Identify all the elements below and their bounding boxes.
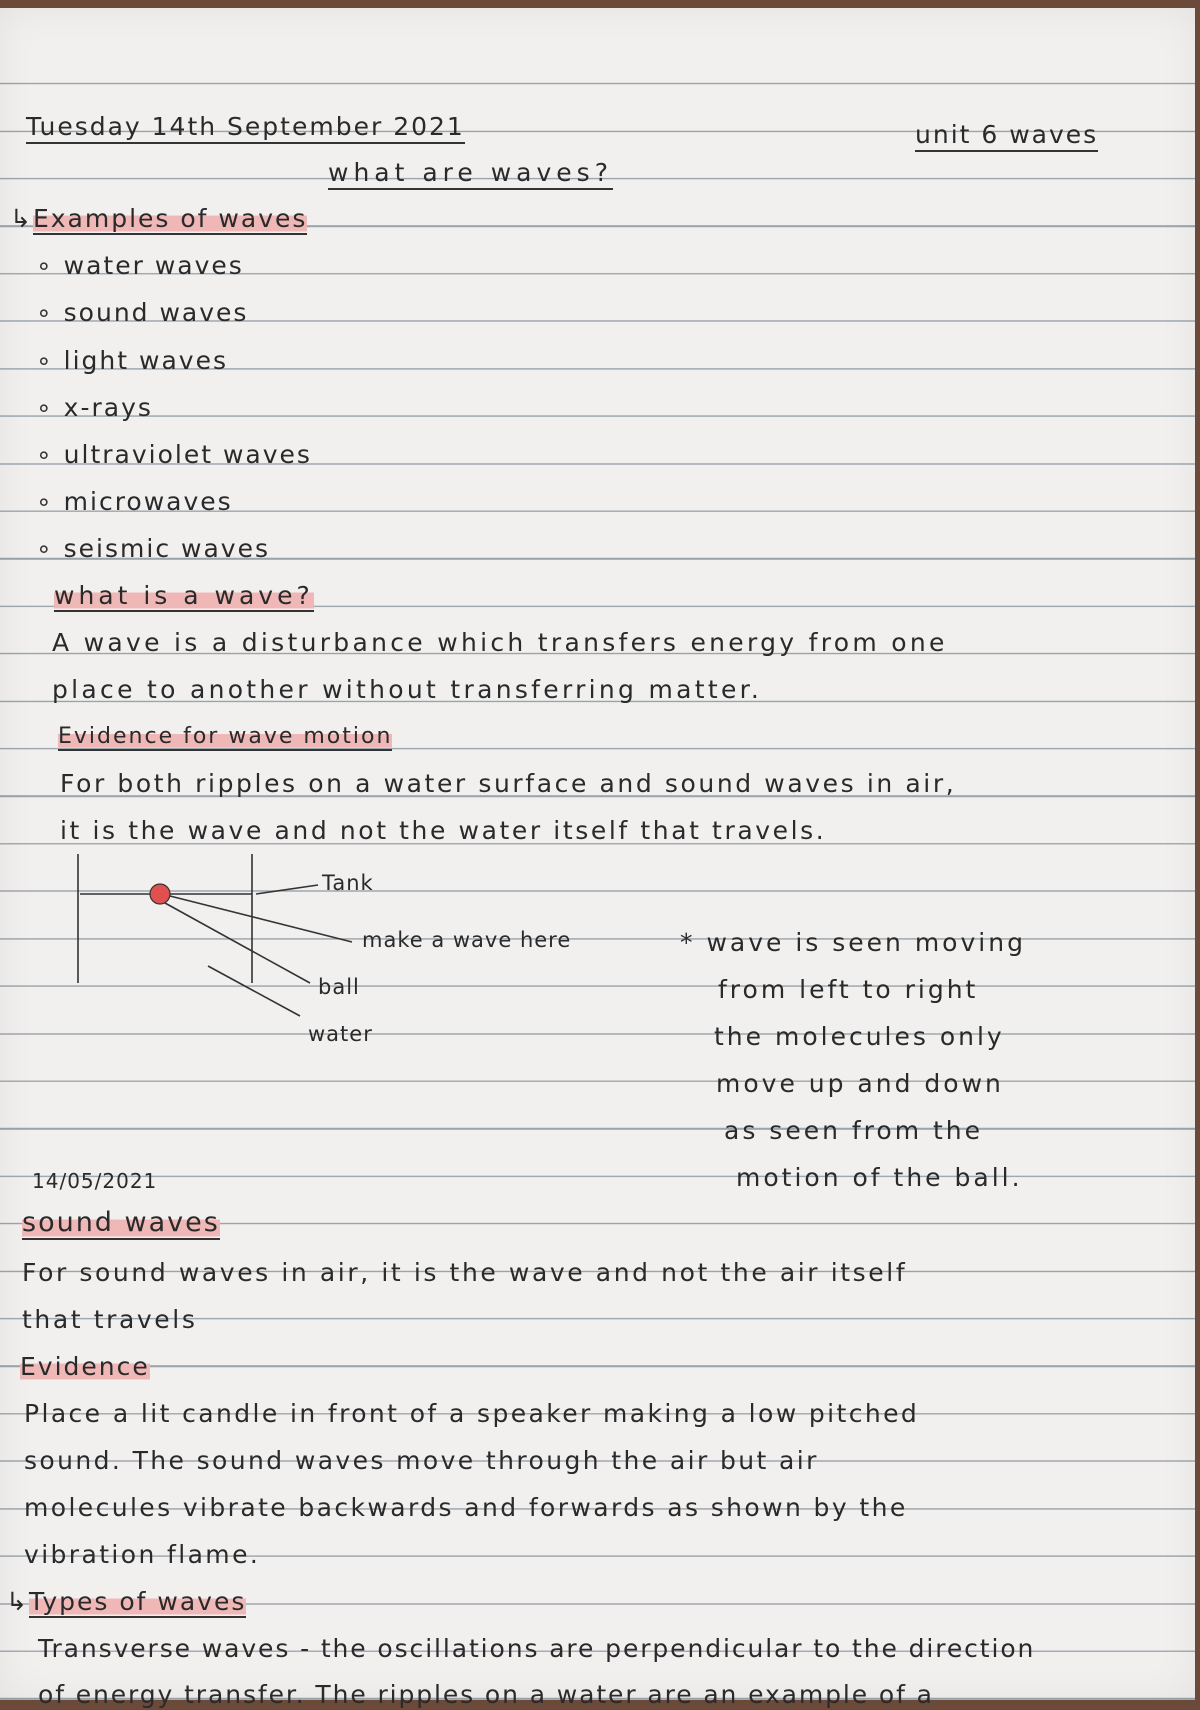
list-item-text: water waves (63, 251, 244, 280)
list-item-text: light waves (63, 346, 228, 375)
types-line: Transverse waves - the oscillations are perpendicular to the direction (38, 1634, 1036, 1663)
page-date: Tuesday 14th September 2021 (26, 112, 465, 144)
list-item-text: microwaves (63, 487, 233, 516)
water-pointer (208, 966, 300, 1016)
types-heading-text: Types of waves (28, 1587, 247, 1616)
evidence-motion-line: it is the wave and not the water itself that travels. (60, 816, 827, 845)
examples-heading-text: Examples of waves (32, 204, 308, 233)
bullet-icon: ∘ (36, 346, 54, 375)
note-line: move up and down (716, 1069, 1004, 1098)
note-line: motion of the ball. (736, 1163, 1023, 1192)
label-tank: Tank (322, 871, 374, 895)
definition-line: place to another without transferring matter. (52, 675, 763, 704)
sound-evidence-line: Place a lit candle in front of a speaker making a low pitched (24, 1399, 920, 1428)
arrow-icon: ↳ (10, 204, 33, 233)
notebook-page (0, 8, 1195, 1709)
sound-evidence-line: vibration flame. (24, 1540, 261, 1569)
unit-label: unit 6 waves (915, 120, 1098, 152)
evidence-motion-line: For both ripples on a water surface and sound waves in air, (60, 769, 957, 798)
page-title: what are waves? (328, 158, 613, 190)
sound-evidence-heading (20, 1352, 150, 1382)
list-item-text: seismic waves (63, 534, 270, 563)
types-heading (6, 1587, 246, 1617)
bullet-icon: ∘ (36, 534, 54, 563)
evidence-motion-heading-text: Evidence for wave motion (58, 724, 393, 749)
ball-pointer (165, 903, 310, 983)
bullet-icon: ∘ (36, 487, 54, 516)
wave-pointer (170, 896, 352, 942)
list-item-text: x-rays (63, 393, 153, 422)
note-line: * wave is seen moving (680, 928, 1026, 957)
note-line: the molecules only (714, 1022, 1005, 1051)
bullet-icon: ∘ (36, 251, 54, 280)
arrow-icon: ↳ (6, 1587, 29, 1616)
sound-evidence-line: sound. The sound waves move through the air but air (24, 1446, 819, 1475)
definition-heading-text: what is a wave? (54, 581, 314, 610)
bullet-icon: ∘ (36, 298, 54, 327)
label-ball: ball (318, 975, 360, 999)
note-line: from left to right (718, 975, 979, 1004)
label-water: water (308, 1022, 373, 1046)
ball-icon (150, 884, 170, 904)
definition-line: A wave is a disturbance which transfers energy from one (52, 628, 948, 657)
sound-evidence-line: molecules vibrate backwards and forwards as shown by the (24, 1493, 908, 1522)
bullet-icon: ∘ (36, 440, 54, 469)
sound-heading (22, 1208, 220, 1238)
sound-heading-text: sound waves (22, 1207, 220, 1238)
sound-date: 14/05/2021 (32, 1169, 158, 1193)
bullet-icon: ∘ (36, 393, 54, 422)
list-item-text: sound waves (63, 298, 249, 327)
label-make-wave: make a wave here (362, 928, 572, 952)
types-line: of energy transfer. The ripples on a water are an example of a (38, 1680, 934, 1709)
tank-pointer (256, 885, 318, 894)
sound-line: For sound waves in air, it is the wave and not the air itself (22, 1258, 908, 1287)
sound-evidence-heading-text: Evidence (20, 1352, 150, 1381)
note-line: as seen from the (724, 1116, 984, 1145)
list-item-text: ultraviolet waves (63, 440, 312, 469)
sound-line: that travels (22, 1305, 198, 1334)
